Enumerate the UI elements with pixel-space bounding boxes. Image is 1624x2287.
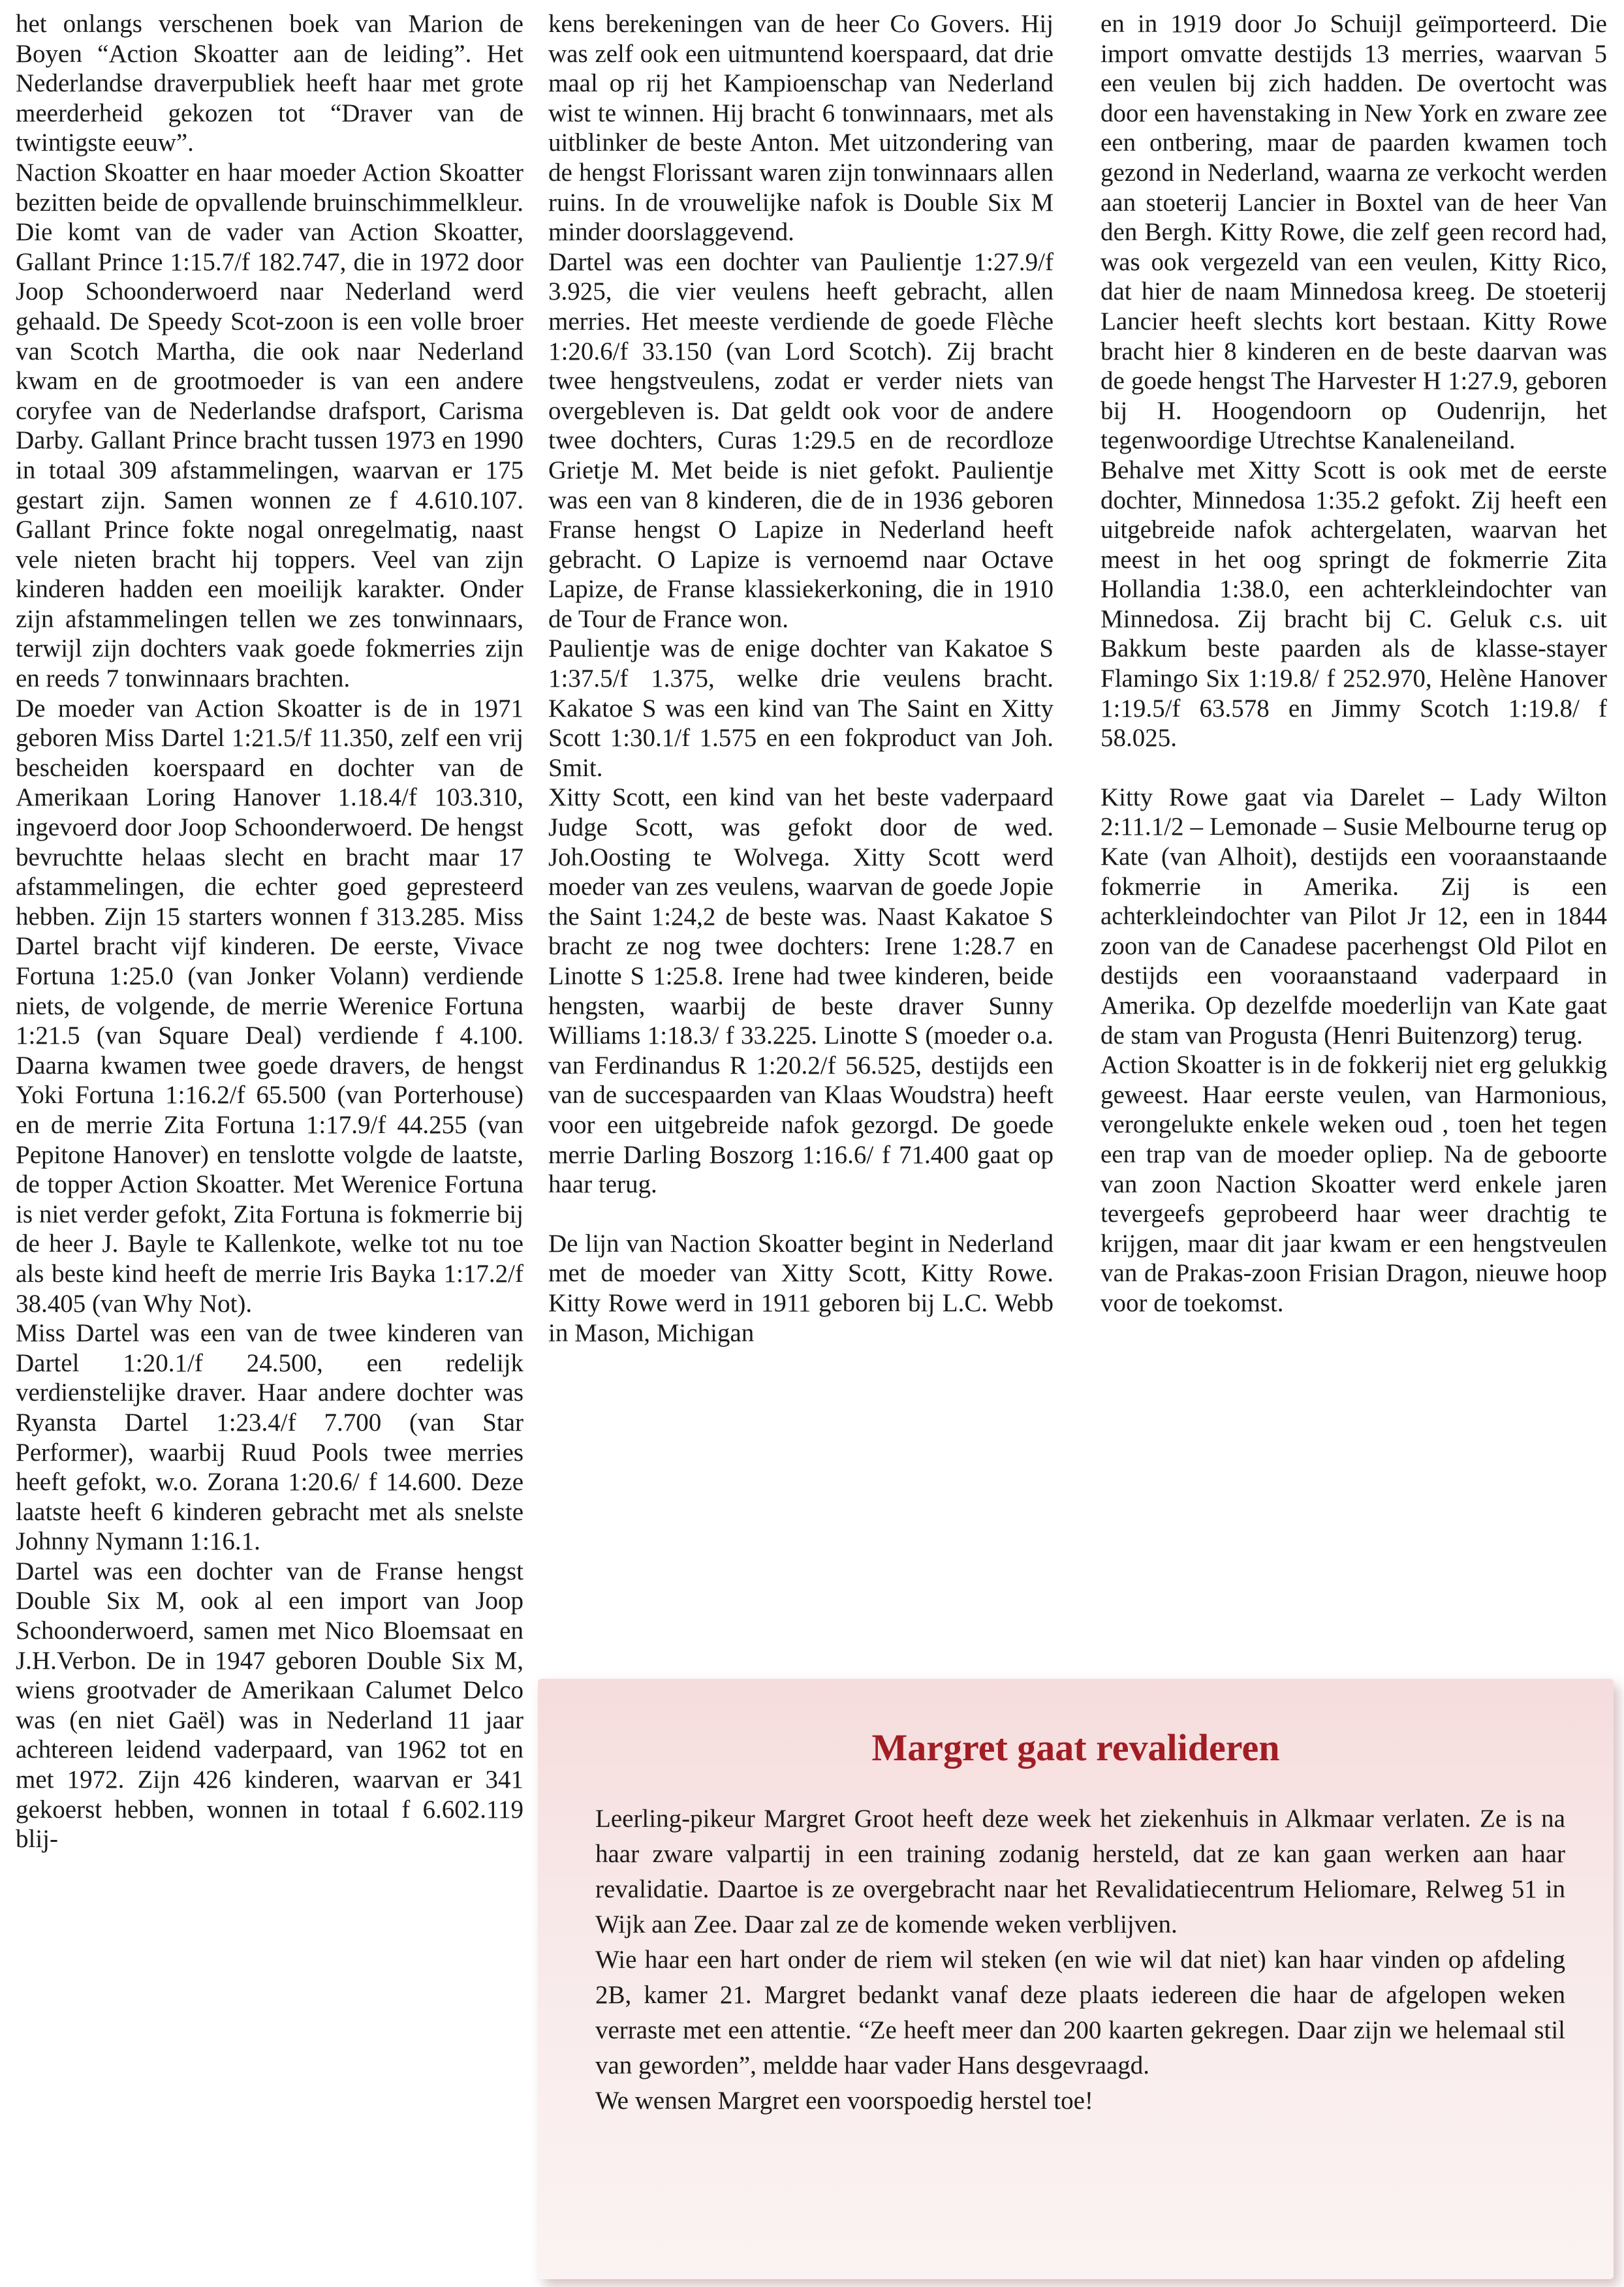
paragraph: Dartel was een dochter van de Franse hengst Double Six M, ook al een import van Joop Schoonderwoerd, samen met Nico Bloemsaat en J.H.Verbon. De in 1947 geboren Double Six M, wiens grootvader de Amerikaan Calumet Delco was (en niet Gaël) was in Nederland 11 jaar achtereen leidend vaderpaard, van 1962 tot en met 1972. Zijn 426 kinderen, waarvan er 341 gekoerst hebben, wonnen in totaal f 6.602.119 blij- [16, 1557, 523, 1854]
paragraph: Behalve met Xitty Scott is ook met de eerste dochter, Minnedosa 1:35.2 gefokt. Zij heeft een uitgebreide nafok achtergelaten, waarvan het meest in het oog springt de fokmerrie Zita Hollandia 1:38.0, een achterkleindochter van Minnedosa. Zij bracht bij C. Geluk c.s. uit Bakkum beste paarden als de klasse-stayer Flamingo Six 1:19.8/ f 252.970, Helène Hanover 1:19.5/f 63.578 en Jimmy Scotch 1:19.8/ f 58.025. [1101, 456, 1607, 753]
paragraph: Xitty Scott, een kind van het beste vaderpaard Judge Scott, was gefokt door de wed. Joh.Oosting te Wolvega. Xitty Scott werd moeder van zes veulens, waarvan de goede Jopie the Saint 1:24,2 de beste was. Naast Kakatoe S bracht ze nog twee dochters: Irene 1:28.7 en Linotte S 1:25.8. Irene had twee kinderen, beide hengsten, waarbij de beste draver Sunny Williams 1:18.3/ f 33.225. Linotte S (moeder o.a. van Ferdinandus R 1:20.2/f 56.525, destijds een van de succespaarden van Klaas Woudstra) heeft voor een uitgebreide nafok gezorgd. De goede merrie Darling Boszorg 1:16.6/ f 71.400 gaat op haar terug. [548, 783, 1054, 1199]
news-box [538, 1679, 1614, 2279]
paragraph: Action Skoatter is in de fokkerij niet erg gelukkig geweest. Haar eerste veulen, van Harmonious, verongelukte enkele weken oud , toen het tegen een trap van de moeder opliep. Na de geboorte van zoon Naction Skoatter werd enkele jaren tevergeefs geprobeerd haar weer drachtig te krijgen, maar dit jaar kwam er een hengstveulen van de Prakas-zoon Frisian Dragon, nieuwe hoop voor de toekomst. [1101, 1051, 1607, 1317]
article-column-1 [16, 9, 523, 1854]
box-paragraph: Wie haar een hart onder de riem wil steken (en wie wil dat niet) kan haar vinden op afdeling 2B, kamer 21. Margret bedankt vanaf deze plaats iedereen die haar de afgelopen weken verraste met een attentie. “Ze heeft meer dan 200 kaarten gekregen. Daar zijn we helemaal stil van geworden”, meldde haar vader Hans desgevraagd. [595, 1946, 1565, 2079]
box-title: Margret gaat revalideren [871, 1726, 1280, 1769]
paragraph: Paulientje was de enige dochter van Kakatoe S 1:37.5/f 1.375, welke drie veulens bracht. Kakatoe S was een kind van The Saint en Xitty Scott 1:30.1/f 1.575 en een fokproduct van Joh. Smit. [548, 634, 1054, 782]
paragraph: het onlangs verschenen boek van Marion de Boyen “Action Skoatter aan de leiding”. Het Nederlandse draverpubliek heeft haar met grote meerderheid gekozen tot “Draver van de twintigste eeuw”. [16, 10, 523, 157]
paragraph: De moeder van Action Skoatter is de in 1971 geboren Miss Dartel 1:21.5/f 11.350, zelf een vrij bescheiden koerspaard en dochter van de Amerikaan Loring Hanover 1.18.4/f 103.310, ingevoerd door Joop Schoonderwoerd. De hengst bevruchtte helaas slecht en bracht maar 17 afstammelingen, die echter goed gepresteerd hebben. Zijn 15 starters wonnen f 313.285. Miss Dartel bracht vijf kinderen. De eerste, Vivace Fortuna 1:25.0 (van Jonker Volann) verdiende niets, de volgende, de merrie Werenice Fortuna 1:21.5 (van Square Deal) verdiende f 4.100. Daarna kwamen twee goede dravers, de hengst Yoki Fortuna 1:16.2/f 65.500 (van Porterhouse) en de merrie Zita Fortuna 1:17.9/f 44.255 (van Pepitone Hanover) en tenslotte volgde de laatste, de topper Action Skoatter. Met Werenice Fortuna is niet verder gefokt, Zita Fortuna is fokmerrie bij de heer J. Bayle te Kallenkote, welke tot nu toe als beste kind heeft de merrie Iris Bayka 1:17.2/f 38.405 (van Why Not). [16, 694, 523, 1318]
box-body [595, 1801, 1565, 2119]
paragraph: Miss Dartel was een van de twee kinderen van Dartel 1:20.1/f 24.500, een redelijk verdienstelijke draver. Haar andere dochter was Ryansta Dartel 1:23.4/f 7.700 (van Star Performer), waarbij Ruud Pools twee merries heeft gefokt, w.o. Zorana 1:20.6/ f 14.600. Deze laatste heeft 6 kinderen gebracht met als snelste Johnny Nymann 1:16.1. [16, 1319, 523, 1556]
box-paragraph: We wensen Margret een voorspoedig herstel toe! [595, 2087, 1093, 2115]
paragraph: kens berekeningen van de heer Co Govers. Hij was zelf ook een uitmuntend koerspaard, dat drie maal op rij het Kampioenschap van Nederland wist te winnen. Hij bracht 6 tonwinnaars, met als uitblinker de beste Anton. Met uitzondering van de hengst Florissant waren zijn tonwinnaars allen ruins. In de vrouwelijke nafok is Double Six M minder doorslaggevend. [548, 10, 1054, 247]
paragraph: Dartel was een dochter van Paulientje 1:27.9/f 3.925, die vier veulens heeft gebracht, allen merries. Het meeste verdiende de goede Flèche 1:20.6/f 33.150 (van Lord Scotch). Zij bracht twee hengstveulens, zodat er verder niets van overgebleven is. Dat geldt ook voor de andere twee dochters, Curas 1:29.5 en de recordloze Grietje M. Met beide is niet gefokt. Paulientje was een van 8 kinderen, die de in 1936 geboren Franse hengst O Lapize in Nederland heeft gebracht. O Lapize is vernoemd naar Octave Lapize, de Franse klassiekerkoning, die in 1910 de Tour de France won. [548, 247, 1054, 633]
box-paragraph: Leerling-pikeur Margret Groot heeft deze week het ziekenhuis in Alkmaar verlaten. Ze is na haar zware valpartij in een training zodanig hersteld, dat ze kan gaan werken aan haar revalidatie. Daartoe is ze overgebracht naar het Revalidatiecentrum Heliomare, Relweg 51 in Wijk aan Zee. Daar zal ze de komende weken verblijven. [595, 1805, 1565, 1938]
article-column-3 [1101, 9, 1607, 1318]
paragraph: Naction Skoatter en haar moeder Action Skoatter bezitten beide de opvallende bruinschimmelkleur. Die komt van de vader van Action Skoatter, Gallant Prince 1:15.7/f 182.747, die in 1972 door Joop Schoonderwoerd naar Nederland werd gehaald. De Speedy Scot-zoon is een volle broer van Scotch Martha, die ook naar Nederland kwam en de grootmoeder is van een andere coryfee van de Nederlandse drafsport, Carisma Darby. Gallant Prince bracht tussen 1973 en 1990 in totaal 309 afstammelingen, waarvan er 175 gestart zijn. Samen wonnen ze f 4.610.107. Gallant Prince fokte nogal onregelmatig, naast vele nieten bracht hij toppers. Veel van zijn kinderen hadden een moeilijk karakter. Onder zijn afstammelingen tellen we zes tonwinnaars, terwijl zijn dochters vaak goede fokmerries zijn en reeds 7 tonwinnaars brachten. [16, 158, 523, 693]
paragraph: en in 1919 door Jo Schuijl geïmporteerd. Die import omvatte destijds 13 merries, waarvan 5 een veulen bij zich hadden. De overtocht was door een havenstaking in New York en zware zee een ontbering, maar de paarden kwamen toch gezond in Nederland, waarna ze verkocht werden aan stoeterij Lancier in Boxtel van de heer Van den Bergh. Kitty Rowe, die zelf geen record had, was ook vergezeld van een veulen, Kitty Rico, dat hier de naam Minnedosa kreeg. De stoeterij Lancier heeft slechts kort bestaan. Kitty Rowe bracht hier 8 kinderen en de beste daarvan was de goede hengst The Harvester H 1:27.9, geboren bij H. Hoogendoorn op Oudenrijn, het tegenwoordige Utrechtse Kanaleneiland. [1101, 10, 1607, 455]
article-column-2 [548, 9, 1054, 1348]
paragraph: Kitty Rowe gaat via Darelet – Lady Wilton 2:11.1/2 – Lemonade – Susie Melbourne terug op Kate (van Alhoit), destijds een vooraanstaande fokmerrie in Amerika. Zij is een achterkleindochter van Pilot Jr 12, een in 1844 zoon van de Canadese pacerhengst Old Pilot en destijds een vooraanstaand vaderpaard in Amerika. Op dezelfde moederlijn van Kate gaat de stam van Progusta (Henri Buitenzorg) terug. [1101, 783, 1607, 1050]
paragraph: De lijn van Naction Skoatter begint in Nederland met de moeder van Xitty Scott, Kitty Rowe. Kitty Rowe werd in 1911 geboren bij L.C. Webb in Mason, Michigan [548, 1229, 1054, 1347]
